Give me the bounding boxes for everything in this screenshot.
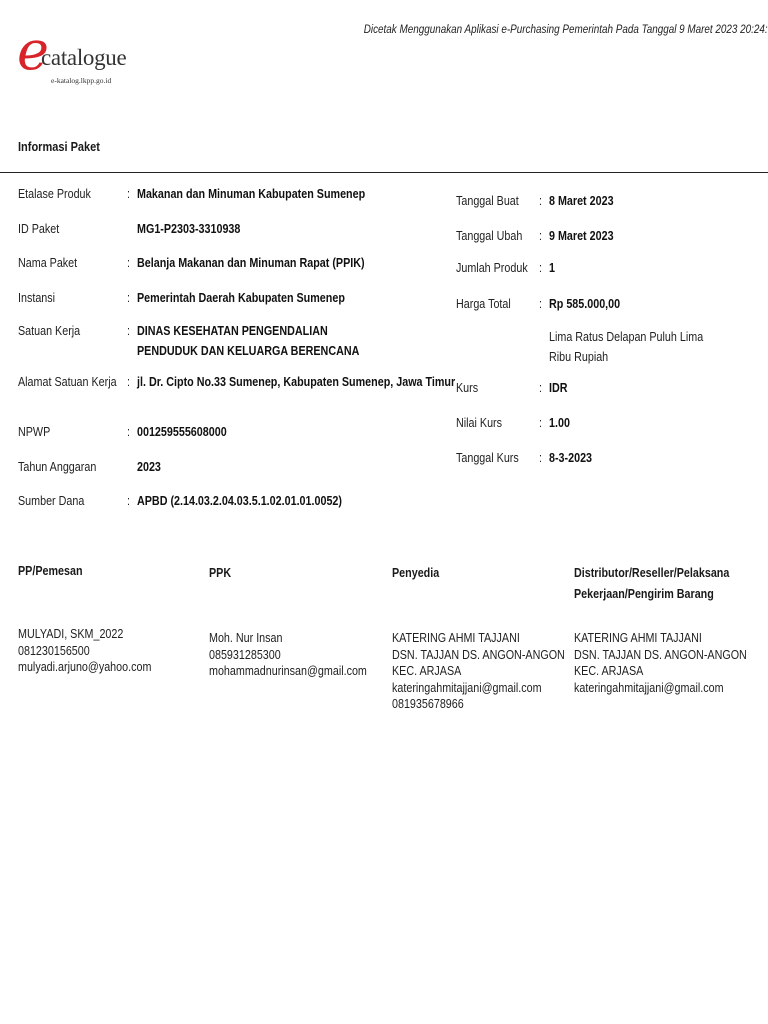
pemesan-email: mulyadi.arjuno@yahoo.com	[18, 660, 152, 674]
ecatalogue-logo	[17, 19, 127, 94]
colon: :	[539, 297, 542, 311]
distributor-name: KATERING AHMI TAJJANI	[574, 631, 702, 645]
label-tanggal-ubah: Tanggal Ubah	[456, 229, 523, 243]
value-alamat-satuan-kerja: jl. Dr. Cipto No.33 Sumenep, Kabupaten Sumenep, Jawa Timur	[137, 375, 456, 389]
value-jumlah-produk: 1	[549, 261, 555, 275]
label-tanggal-buat: Tanggal Buat	[456, 194, 519, 208]
colon: :	[127, 256, 130, 270]
value-satuan-kerja: DINAS KESEHATAN PENGENDALIAN PENDUDUK DAN KELUARGA BERENCANA	[137, 324, 360, 358]
heading-penyedia: Penyedia	[392, 566, 440, 580]
colon: :	[539, 416, 542, 430]
value-nilai-kurs: 1.00	[549, 416, 570, 430]
label-alamat-satuan-kerja: Alamat Satuan Kerja	[18, 375, 117, 389]
penyedia-address-line-1: DSN. TAJJAN DS. ANGON-ANGON	[392, 647, 565, 662]
colon: :	[127, 324, 130, 338]
ppk-phone: 085931285300	[209, 647, 281, 662]
value-etalase-produk: Makanan dan Minuman Kabupaten Sumenep	[137, 187, 366, 201]
colon: :	[127, 425, 130, 439]
label-nilai-kurs: Nilai Kurs	[456, 416, 503, 430]
value-harga-total: Rp 585.000,00	[549, 297, 621, 311]
value-tanggal-buat: 8 Maret 2023	[549, 194, 614, 208]
distributor-address-line-2: KEC. ARJASA	[574, 664, 644, 678]
label-etalase-produk: Etalase Produk	[18, 187, 91, 201]
colon: :	[539, 194, 542, 208]
colon: :	[127, 291, 130, 305]
distributor-address-line-1: DSN. TAJJAN DS. ANGON-ANGON	[574, 647, 747, 662]
ppk-name: Moh. Nur Insan	[209, 631, 283, 645]
colon: :	[127, 187, 130, 201]
pemesan-name: MULYADI, SKM_2022	[18, 627, 124, 641]
colon: :	[539, 261, 542, 275]
value-tanggal-kurs: 8-3-2023	[549, 451, 593, 465]
heading-distributor	[574, 563, 729, 605]
penyedia-address-line-2: KEC. ARJASA	[392, 664, 462, 678]
pemesan-phone: 081230156500	[18, 643, 90, 658]
value-instansi: Pemerintah Daerah Kabupaten Sumenep	[137, 291, 345, 305]
penyedia-phone: 081935678966	[392, 697, 464, 711]
value-npwp: 001259555608000	[137, 425, 227, 439]
colon: :	[539, 229, 542, 243]
logo-url: e-katalog.lkpp.go.id	[51, 76, 112, 85]
heading-distributor-line-2: Pekerjaan/Pengirim Barang	[574, 587, 714, 601]
value-nama-paket: Belanja Makanan dan Minuman Rapat (PPIK)	[137, 256, 365, 270]
label-satuan-kerja: Satuan Kerja	[18, 324, 81, 338]
ppk-details	[209, 630, 367, 680]
colon: :	[539, 451, 542, 465]
label-id-paket: ID Paket	[18, 222, 60, 236]
logo-letter: e	[17, 19, 49, 82]
value-tanggal-ubah: 9 Maret 2023	[549, 229, 614, 243]
section-title: Informasi Paket	[18, 140, 100, 154]
distributor-email: kateringahmitajjani@gmail.com	[574, 680, 724, 695]
heading-distributor-line-1: Distributor/Reseller/Pelaksana	[574, 566, 730, 580]
value-tahun-anggaran: 2023	[137, 460, 161, 474]
pemesan-details	[18, 626, 151, 676]
label-nama-paket: Nama Paket	[18, 256, 78, 270]
value-id-paket: MG1-P2303-3310938	[137, 222, 241, 236]
value-kurs: IDR	[549, 381, 568, 395]
ppk-email: mohammadnurinsan@gmail.com	[209, 664, 367, 678]
label-instansi: Instansi	[18, 291, 56, 305]
penyedia-name: KATERING AHMI TAJJANI	[392, 631, 520, 645]
colon: :	[127, 375, 130, 389]
heading-pemesan: PP/Pemesan	[18, 564, 83, 578]
label-tanggal-kurs: Tanggal Kurs	[456, 451, 519, 465]
distributor-details	[574, 630, 747, 696]
label-kurs: Kurs	[456, 381, 479, 395]
section-divider	[0, 172, 768, 173]
colon: :	[539, 381, 542, 395]
penyedia-email: kateringahmitajjani@gmail.com	[392, 680, 542, 695]
label-harga-total: Harga Total	[456, 297, 511, 311]
label-sumber-dana: Sumber Dana	[18, 494, 85, 508]
label-tahun-anggaran: Tahun Anggaran	[18, 460, 97, 474]
label-jumlah-produk: Jumlah Produk	[456, 261, 528, 275]
logo-word: catalogue	[41, 45, 127, 70]
value-sumber-dana: APBD (2.14.03.2.04.03.5.1.02.01.01.0052)	[137, 494, 343, 508]
heading-ppk: PPK	[209, 566, 232, 580]
penyedia-details	[392, 630, 565, 713]
label-npwp: NPWP	[18, 425, 51, 439]
colon: :	[127, 494, 130, 508]
print-timestamp-note: Dicetak Menggunakan Aplikasi e-Purchasing Pemerintah Pada Tanggal 9 Maret 2023 20:24:	[364, 24, 768, 36]
value-harga-total-in-words: Lima Ratus Delapan Puluh Lima Ribu Rupiah	[549, 330, 704, 364]
